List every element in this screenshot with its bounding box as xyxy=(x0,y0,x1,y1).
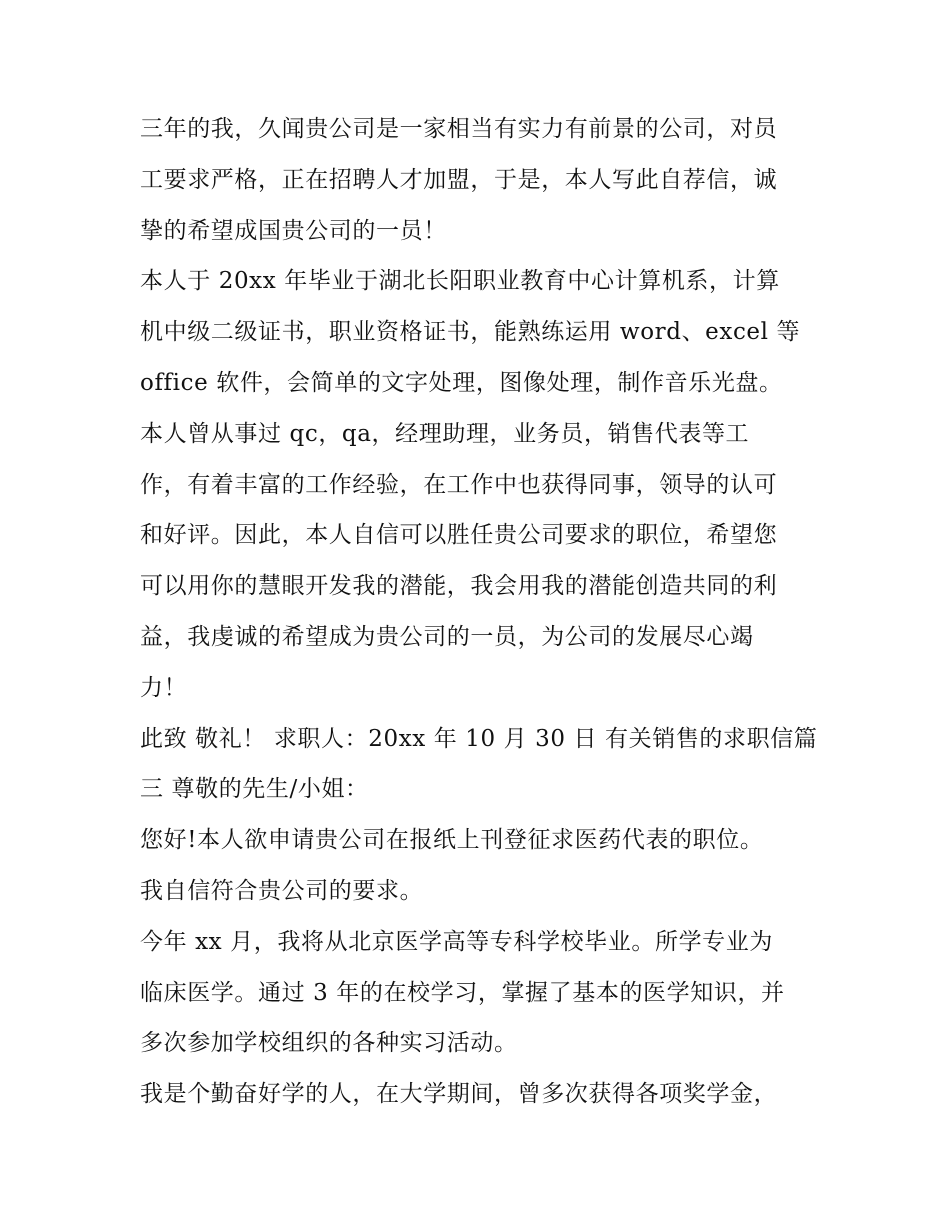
text-line: 您好!本人欲申请贵公司在报纸上刊登征求医药代表的职位。 xyxy=(140,827,764,854)
text-line: 本人曾从事过 qc，qa，经理助理，业务员，销售代表等工 xyxy=(140,420,750,447)
text-line: 三 尊敬的先生/小姐： xyxy=(140,776,369,803)
text-line: 三年的我，久闻贵公司是一家相当有实力有前景的公司，对员 xyxy=(140,116,778,142)
text-line: 多次参加学校组织的各种实习活动。 xyxy=(140,1030,518,1057)
text-line: office 软件，会简单的文字处理，图像处理，制作音乐光盘。 xyxy=(140,369,783,396)
text-line: 和好评。因此，本人自信可以胜任贵公司要求的职位，希望您 xyxy=(140,522,778,549)
text-line: 工要求严格，正在招聘人才加盟，于是，本人写此自荐信，诚 xyxy=(140,166,778,193)
text-line: 我自信符合贵公司的要求。 xyxy=(140,877,424,904)
text-line: 我是个勤奋好学的人，在大学期间，曾多次获得各项奖学金， xyxy=(140,1081,778,1108)
text-line: 作，有着丰富的工作经验，在工作中也获得同事，领导的认可 xyxy=(140,471,778,498)
text-line: 本人于 20xx 年毕业于湖北长阳职业教育中心计算机系，计算 xyxy=(140,268,780,295)
text-line: 挚的希望成国贵公司的一员！ xyxy=(140,217,447,244)
text-line: 益，我虔诚的希望成为贵公司的一员，为公司的发展尽心竭 xyxy=(140,623,754,650)
document-body xyxy=(140,104,820,1120)
text-line: 机中级二级证书，职业资格证书，能熟练运用 word、excel 等 xyxy=(140,319,801,346)
text-line: 临床医学。通过 3 年的在校学习，掌握了基本的医学知识，并 xyxy=(140,979,785,1006)
text-line: 力！ xyxy=(140,674,188,701)
text-line: 今年 xx 月，我将从北京医学高等专科学校毕业。所学专业为 xyxy=(140,928,773,955)
text-line: 此致 敬礼！ 求职人：20xx 年 10 月 30 日 有关销售的求职信篇 xyxy=(140,725,818,752)
text-line: 可以用你的慧眼开发我的潜能，我会用我的潜能创造共同的利 xyxy=(140,573,778,600)
